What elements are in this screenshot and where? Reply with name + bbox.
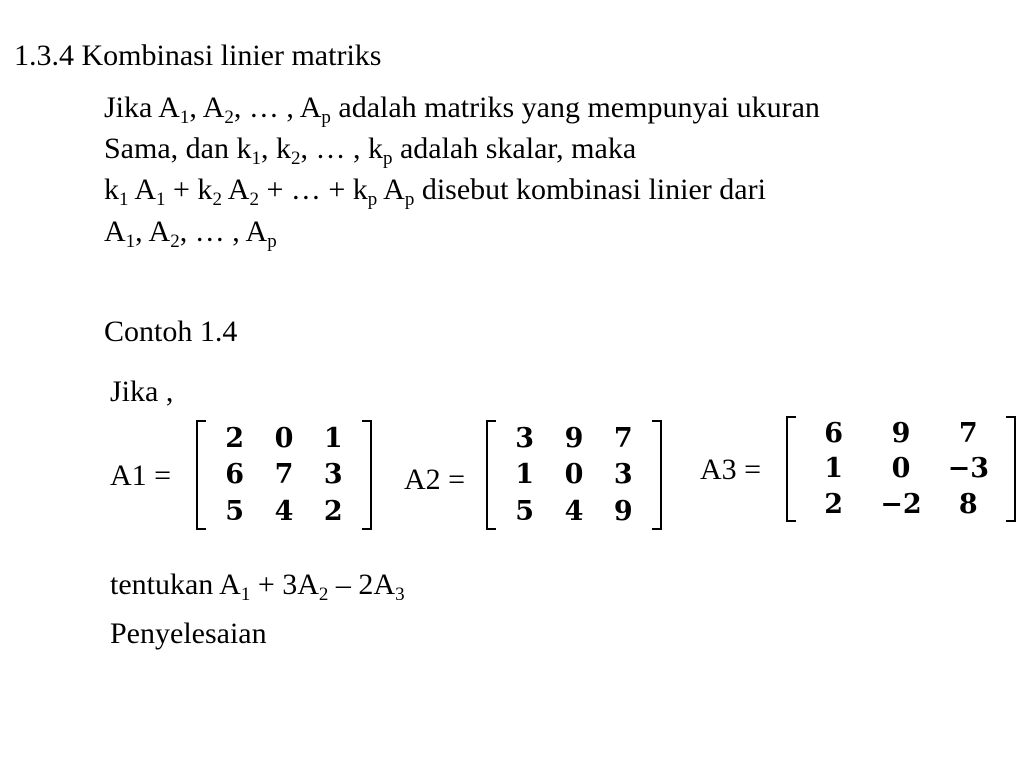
matrix-cell: 2 <box>824 488 844 520</box>
matrix-a2 <box>486 420 662 530</box>
matrix-a1-label: A1 = <box>110 459 172 492</box>
matrix-cell: 2 <box>323 496 343 528</box>
subscript: p <box>267 231 277 252</box>
text: adalah skalar, maka <box>392 132 637 165</box>
matrix-cell: 2 <box>225 422 245 454</box>
matrix-cell: 9 <box>891 418 911 450</box>
subscript: 2 <box>212 189 222 210</box>
matrix-cell: 6 <box>225 459 245 491</box>
matrix-cell: 3 <box>515 422 535 454</box>
matrix-a2-label: A2 = <box>404 463 466 496</box>
text: A <box>128 173 157 206</box>
text: , … , A <box>233 91 322 124</box>
left-bracket <box>786 416 796 522</box>
subscript: 2 <box>170 231 180 252</box>
matrix-cells <box>210 420 358 530</box>
matrix-a3 <box>786 416 1016 522</box>
matrix-cell: −3 <box>947 453 990 485</box>
example-title: Contoh 1.4 <box>104 315 238 348</box>
matrix-cell: 7 <box>613 422 633 454</box>
text: , A <box>189 91 225 124</box>
matrix-cells <box>500 420 648 530</box>
right-bracket <box>652 420 662 530</box>
matrix-cell: 1 <box>515 459 535 491</box>
right-bracket <box>1006 416 1016 522</box>
text: A <box>221 173 250 206</box>
text: adalah matriks yang mempunyai ukuran <box>330 91 820 124</box>
matrix-a1 <box>196 420 372 530</box>
subscript: 1 <box>119 189 129 210</box>
left-bracket <box>196 420 206 530</box>
definition-line-1 <box>104 88 820 128</box>
matrix-cell: 8 <box>958 488 978 520</box>
matrix-cell: 5 <box>515 496 535 528</box>
subscript: p <box>321 107 331 128</box>
matrix-cells <box>800 416 1002 522</box>
matrix-cell: 9 <box>564 422 584 454</box>
text: + … + k <box>258 173 368 206</box>
subscript: 1 <box>156 189 166 210</box>
matrix-cell: 4 <box>274 496 294 528</box>
text: Jika A <box>104 91 180 124</box>
subscript: 2 <box>318 584 329 605</box>
left-bracket <box>486 420 496 530</box>
matrix-cell: 4 <box>564 496 584 528</box>
text: – 2A <box>328 568 396 601</box>
subscript: p <box>404 189 415 210</box>
text: Sama, dan k <box>104 132 252 165</box>
text: A <box>377 173 405 206</box>
subscript: 2 <box>224 107 234 128</box>
matrix-cell: 7 <box>958 418 978 450</box>
subscript: 2 <box>249 189 259 210</box>
text: k <box>104 173 119 206</box>
matrix-cell: 7 <box>274 459 294 491</box>
subscript: 3 <box>395 584 405 605</box>
matrix-cell: 9 <box>613 496 633 528</box>
definition-line-4 <box>104 212 277 252</box>
text: tentukan A <box>110 568 241 601</box>
matrix-a3-label: A3 = <box>700 453 762 486</box>
subscript: 1 <box>251 148 261 169</box>
matrix-cell: 3 <box>323 459 343 491</box>
task-line <box>110 565 405 605</box>
section-heading: 1.3.4 Kombinasi linier matriks <box>14 39 382 72</box>
text: , k <box>260 132 291 165</box>
matrix-cell: −2 <box>880 488 922 520</box>
solution-label: Penyelesaian <box>110 617 267 650</box>
subscript: 1 <box>240 584 251 605</box>
subscript: p <box>367 189 378 210</box>
matrix-cell: 3 <box>613 459 633 491</box>
subscript: 2 <box>290 148 301 169</box>
matrix-cell: 1 <box>824 453 844 485</box>
given-label: Jika , <box>110 375 174 408</box>
text: , … , k <box>300 132 383 165</box>
matrix-cell: 5 <box>225 496 245 528</box>
subscript: 1 <box>179 107 190 128</box>
text: , … , A <box>179 215 268 248</box>
matrix-cell: 0 <box>564 459 584 491</box>
matrix-cell: 0 <box>274 422 294 454</box>
definition-line-2 <box>104 129 636 169</box>
text: disebut kombinasi linier dari <box>414 173 766 206</box>
text: + k <box>165 173 213 206</box>
subscript: 1 <box>125 231 136 252</box>
matrix-cell: 6 <box>824 418 844 450</box>
text: + 3A <box>250 568 319 601</box>
matrix-cell: 1 <box>323 422 343 454</box>
text: A <box>104 215 126 248</box>
subscript: p <box>382 148 393 169</box>
definition-line-3 <box>104 170 766 210</box>
matrix-cell: 0 <box>891 453 911 485</box>
text: , A <box>135 215 171 248</box>
right-bracket <box>362 420 372 530</box>
